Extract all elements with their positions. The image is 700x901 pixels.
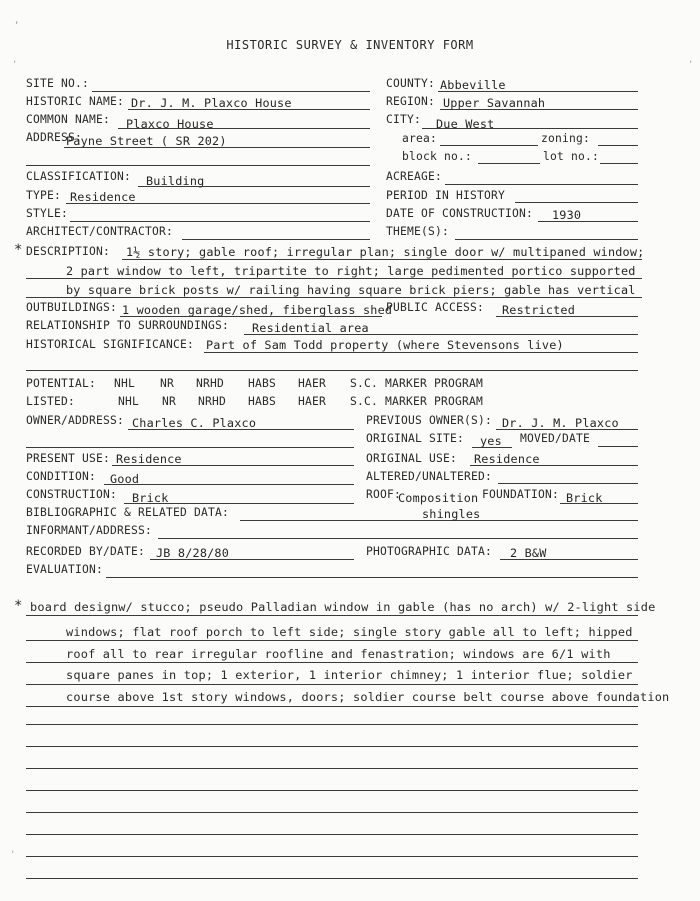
- potential-haer: HAER: [298, 377, 327, 390]
- previous-owner-line: [496, 429, 638, 430]
- construction-label: CONSTRUCTION:: [26, 488, 118, 501]
- zoning-line: [598, 145, 638, 146]
- owner-label: OWNER/ADDRESS:: [26, 414, 125, 427]
- potential-habs: HABS: [248, 377, 277, 390]
- original-use-value: Residence: [474, 452, 540, 466]
- blank-rule: [26, 834, 638, 835]
- type-line: [66, 203, 370, 204]
- previous-owner-label: PREVIOUS OWNER(S):: [366, 414, 493, 427]
- zoning-label: zoning:: [541, 132, 591, 145]
- themes-label: THEME(S):: [386, 225, 450, 238]
- potential-nhl: NHL: [114, 377, 136, 390]
- present-use-label: PRESENT USE:: [26, 452, 111, 465]
- county-label: COUNTY:: [386, 77, 436, 90]
- original-site-label: ORIGINAL SITE:: [366, 432, 465, 445]
- scan-speck: ': [10, 850, 16, 860]
- county-value: Abbeville: [440, 78, 506, 92]
- listed-haer: HAER: [298, 395, 327, 408]
- continuation-rule-5: [26, 706, 638, 707]
- relationship-line: [244, 334, 638, 335]
- listed-marker: S.C. MARKER PROGRAM: [350, 395, 484, 408]
- continuation-rule-3: [26, 662, 638, 663]
- recorded-label: RECORDED BY/DATE:: [26, 545, 146, 558]
- owner-line: [128, 429, 354, 430]
- public-access-label: PUBLIC ACCESS:: [386, 301, 485, 314]
- scan-speck: ': [688, 60, 694, 70]
- city-label: CITY:: [386, 113, 422, 126]
- evaluation-line: [106, 577, 638, 578]
- block-no-line: [478, 163, 540, 164]
- photographic-label: PHOTOGRAPHIC DATA:: [366, 545, 493, 558]
- listed-nrhd: NRHD: [198, 395, 227, 408]
- condition-value: Good: [110, 472, 140, 486]
- city-value: Due West: [436, 117, 495, 131]
- continuation-line-1: board designw/ stucco; pseudo Palladian window in gable (has no arch) w/ 2-light side: [30, 600, 656, 614]
- region-value: Upper Savannah: [443, 96, 546, 110]
- description-line-1: 1½ story; gable roof; irregular plan; single door w/ multipaned window;: [126, 245, 645, 259]
- continuation-line-3: roof all to rear irregular roofline and fenastration; windows are 6/1 with: [66, 647, 611, 661]
- scan-speck: ': [12, 60, 18, 70]
- style-label: STYLE:: [26, 207, 69, 220]
- listed-habs: HABS: [248, 395, 277, 408]
- region-label: REGION:: [386, 95, 436, 108]
- continuation-rule-2: [26, 640, 638, 641]
- blank-rule: [26, 724, 638, 725]
- architect-label: ARCHITECT/CONTRACTOR:: [26, 225, 174, 238]
- outbuildings-label: OUTBUILDINGS:: [26, 301, 118, 314]
- architect-line: [182, 239, 370, 240]
- city-line: [422, 128, 638, 129]
- altered-label: ALTERED/UNALTERED:: [366, 470, 493, 483]
- description-asterisk: *: [14, 242, 23, 258]
- address-value: Payne Street ( SR 202): [66, 134, 227, 148]
- moved-date-line: [598, 446, 638, 447]
- construction-line: [124, 503, 354, 504]
- construction-value: Brick: [132, 491, 169, 505]
- site-no-line: [92, 91, 370, 92]
- description-line-2: 2 part window to left, tripartite to right; large pedimented portico supported: [66, 264, 636, 278]
- classification-label: CLASSIFICATION:: [26, 170, 132, 183]
- roof-value-2: shingles: [422, 507, 481, 521]
- common-name-line: [118, 128, 370, 129]
- foundation-line: [560, 503, 638, 504]
- moved-date-label: MOVED/DATE: [520, 432, 591, 445]
- classification-line: [138, 186, 370, 187]
- outbuildings-line: [120, 316, 382, 317]
- significance-label: HISTORICAL SIGNIFICANCE:: [26, 338, 195, 351]
- blank-rule: [26, 746, 638, 747]
- foundation-value: Brick: [566, 491, 603, 505]
- relationship-label: RELATIONSHIP TO SURROUNDINGS:: [26, 319, 230, 332]
- photographic-value: 2 B&W: [510, 546, 547, 560]
- potential-marker: S.C. MARKER PROGRAM: [350, 377, 484, 390]
- altered-line: [498, 483, 638, 484]
- description-rule-1: [122, 259, 642, 260]
- potential-nrhd: NRHD: [196, 377, 225, 390]
- historic-name-label: HISTORIC NAME:: [26, 95, 125, 108]
- type-label: TYPE:: [26, 189, 62, 202]
- recorded-value: JB 8/28/80: [156, 546, 230, 560]
- continuation-line-5: course above 1st story windows, doors; soldier course belt course above foundation: [66, 690, 670, 704]
- classification-value: Building: [146, 174, 205, 188]
- informant-label: INFORMANT/ADDRESS:: [26, 524, 153, 537]
- site-no-label: SITE NO.:: [26, 77, 90, 90]
- relationship-value: Residential area: [252, 321, 369, 335]
- address-line-2: [26, 165, 370, 166]
- continuation-line-4: square panes in top; 1 exterior, 1 interior chimney; 1 interior flue; soldier: [66, 668, 633, 682]
- description-line-3: by square brick posts w/ railing having square brick piers; gable has vertical: [66, 283, 636, 297]
- roof-label: ROOF:: [366, 488, 402, 501]
- present-use-value: Residence: [116, 452, 182, 466]
- acreage-line: [445, 184, 638, 185]
- original-use-label: ORIGINAL USE:: [366, 452, 458, 465]
- recorded-line: [150, 559, 354, 560]
- condition-label: CONDITION:: [26, 470, 97, 483]
- date-construction-line: [538, 221, 638, 222]
- historic-name-value: Dr. J. M. Plaxco House: [131, 96, 292, 110]
- continuation-line-2: windows; flat roof porch to left side; single story gable all to left; hipped: [66, 625, 633, 639]
- block-no-label: block no.:: [402, 150, 473, 163]
- address-line: [64, 147, 370, 148]
- owner-value: Charles C. Plaxco: [132, 416, 257, 430]
- blank-rule: [26, 790, 638, 791]
- continuation-rule-1: [26, 615, 638, 616]
- description-label: DESCRIPTION:: [26, 245, 111, 258]
- form-title: HISTORIC SURVEY & INVENTORY FORM: [226, 38, 474, 52]
- listed-label: LISTED:: [26, 395, 76, 408]
- period-label: PERIOD IN HISTORY: [386, 189, 506, 202]
- region-line: [440, 109, 638, 110]
- county-line: [438, 91, 638, 92]
- historic-name-line: [128, 109, 370, 110]
- description-rule-3: [26, 297, 642, 298]
- blank-rule: [26, 856, 638, 857]
- lot-no-label: lot no.:: [543, 150, 600, 163]
- foundation-label: FOUNDATION:: [482, 488, 560, 501]
- style-line: [70, 221, 370, 222]
- description-rule-2: [26, 278, 642, 279]
- acreage-label: ACREAGE:: [386, 170, 443, 183]
- date-construction-label: DATE OF CONSTRUCTION:: [386, 207, 534, 220]
- informant-line: [158, 538, 638, 539]
- period-line: [515, 202, 638, 203]
- themes-line: [455, 239, 638, 240]
- significance-line-2: [26, 370, 638, 371]
- lot-no-line: [600, 163, 638, 164]
- previous-owner-value: Dr. J. M. Plaxco: [502, 416, 619, 430]
- photographic-line: [500, 559, 638, 560]
- continuation-rule-4: [26, 684, 638, 685]
- blank-rule: [26, 768, 638, 769]
- public-access-value: Restricted: [502, 303, 576, 317]
- blank-rule: [26, 878, 638, 879]
- outbuildings-value: 1 wooden garage/shed, fiberglass shed: [122, 303, 393, 317]
- potential-label: POTENTIAL:: [26, 377, 97, 390]
- bibliographic-label: BIBLIOGRAPHIC & RELATED DATA:: [26, 506, 230, 519]
- owner-line-2: [26, 447, 354, 448]
- listed-nr: NR: [162, 395, 177, 408]
- blank-rule: [26, 812, 638, 813]
- type-value: Residence: [70, 190, 136, 204]
- significance-value: Part of Sam Todd property (where Stevensons live): [206, 338, 564, 352]
- original-site-line: [472, 447, 512, 448]
- area-label: area:: [402, 132, 438, 145]
- potential-nr: NR: [160, 377, 175, 390]
- continuation-asterisk: *: [14, 598, 23, 614]
- original-use-line: [470, 465, 638, 466]
- address-label: ADDRESS:: [26, 131, 83, 144]
- evaluation-label: EVALUATION:: [26, 563, 104, 576]
- public-access-line: [496, 316, 638, 317]
- significance-line: [204, 352, 638, 353]
- original-site-value: yes: [480, 434, 502, 448]
- date-construction-value: 1930: [552, 208, 582, 222]
- roof-value: Composition: [398, 491, 479, 505]
- present-use-line: [112, 465, 354, 466]
- common-name-value: Plaxco House: [126, 117, 214, 131]
- area-line: [440, 145, 538, 146]
- condition-line: [104, 484, 354, 485]
- listed-nhl: NHL: [118, 395, 140, 408]
- common-name-label: COMMON NAME:: [26, 113, 111, 126]
- scan-speck: ,: [14, 16, 20, 26]
